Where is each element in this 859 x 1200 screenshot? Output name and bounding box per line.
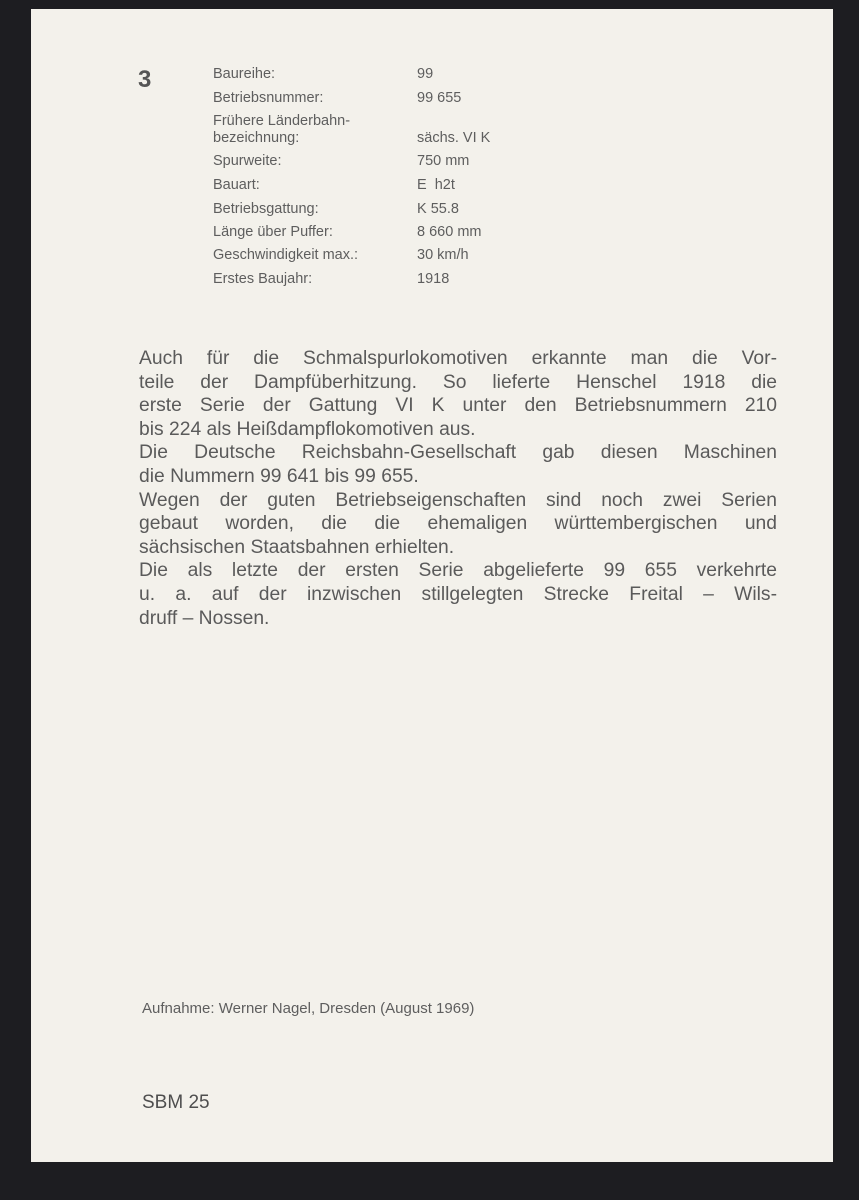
text-line: Wegen der guten Betriebseigenschaften sind noch zwei Serien — [139, 489, 777, 511]
spec-label: Spurweite: — [213, 153, 282, 169]
spec-value: E h2t — [417, 177, 455, 193]
series-code: SBM 25 — [142, 1092, 210, 1113]
text-line: erste Serie der Gattung VI K unter den Betriebsnummern 210 — [139, 395, 777, 417]
spec-label: Baureihe: — [213, 66, 276, 82]
text-line: Die Deutsche Reichsbahn-Gesellschaft gab diesen Maschinen — [139, 442, 777, 464]
text-line: druff – Nossen. — [139, 607, 270, 629]
text-line: Auch für die Schmalspurlokomotiven erkannte man die Vor- — [139, 348, 777, 369]
text-line: Die als letzte der ersten Serie abgelieferte 99 655 verkehrte — [139, 560, 777, 582]
spec-value: 99 — [417, 66, 434, 82]
text-line: sächsischen Staatsbahnen erhielten. — [139, 536, 455, 558]
spec-value: 750 mm — [417, 153, 470, 169]
postcard-back — [31, 9, 833, 1162]
spec-value: 30 km/h — [417, 247, 469, 263]
spec-label: Erstes Baujahr: — [213, 271, 313, 287]
spec-label: Länge über Puffer: — [213, 224, 333, 240]
spec-value: 8 660 mm — [417, 224, 482, 240]
spec-label: Geschwindigkeit max.: — [213, 247, 359, 263]
card-number: 3 — [138, 66, 152, 93]
text-line: teile der Dampfüberhitzung. So lieferte Henschel 1918 die — [139, 371, 777, 393]
spec-label: Bauart: — [213, 177, 260, 193]
description-text — [139, 347, 777, 630]
spec-value: sächs. VI K — [417, 130, 491, 146]
text-line: u. a. auf der inzwischen stillgelegten Strecke Freital – Wils- — [139, 583, 777, 605]
spec-label: Betriebsgattung: — [213, 201, 319, 217]
text-line: bis 224 als Heißdampflokomotiven aus. — [139, 418, 476, 440]
spec-label: Betriebsnummer: — [213, 90, 324, 106]
spec-value: 1918 — [417, 271, 450, 287]
spec-value: 99 655 — [417, 90, 462, 106]
spec-label: Frühere Länderbahn- — [213, 113, 351, 129]
photo-credit: Aufnahme: Werner Nagel, Dresden (August 1969) — [142, 1000, 475, 1017]
text-line: gebaut worden, die die ehemaligen württembergischen und — [139, 513, 777, 535]
text-line: die Nummern 99 641 bis 99 655. — [139, 465, 419, 487]
spec-label-cont: bezeichnung: — [213, 130, 300, 146]
spec-value: K 55.8 — [417, 201, 459, 217]
